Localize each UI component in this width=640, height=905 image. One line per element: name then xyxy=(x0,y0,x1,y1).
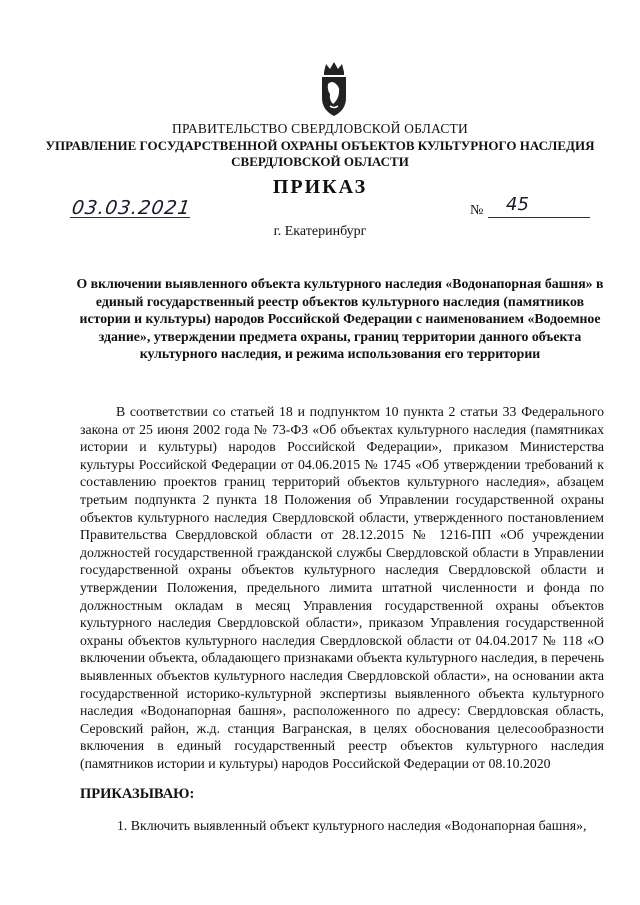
sverdlovsk-coat-of-arms-icon xyxy=(318,60,350,120)
document-number: 45 xyxy=(506,194,529,215)
department-name xyxy=(0,138,640,170)
order-heading: ПРИКАЗЫВАЮ: xyxy=(80,786,195,802)
preamble-text: В соответствии со статьей 18 и подпунктом 10 пункта 2 статьи 33 Федерального закона от 25 июня 2002 года № 73-ФЗ «Об объектах культурного наследия (памятниках истории и культуры) народов Российской Федерации», приказом Министерства культуры Российской Федерации от 04.06.2015 № 1745 «Об утверждении требований к составлению проектов границ территорий объектов культурного наследия», абзацем третьим подпункта 2 пункта 18 Положения об Управлении государственной охраны объектов культурного наследия Свердловской области, утвержденного постановлением Правительства Свердловской области от 28.12.2015 № 1216-ПП «Об учреждении должностей государственной гражданской службы Свердловской области в Управлении государственной охраны объектов культурного наследия Свердловской области и утверждении Положения, предельного лимита штатной численности и фонда по должностным окладам в месяц Управления государственной охраны объектов культурного наследия Свердловской области», приказом Управления государственной охраны объектов культурного наследия Свердловской области от 04.04.2017 № 118 «О включении объекта, обладающего признаками объекта культурного наследия, в перечень выявленных объектов культурного наследия Свердловской области», на основании акта государственной историко-культурной экспертизы выявленного объекта культурного наследия «Водонапорная башня», расположенного по адресу: Свердловская область, Серовский район, ж.д. станция Вагранская, в целях обоснования целесообразности включения в единый государственный реестр объектов культурного наследия (памятников истории и культуры) народов Российской Федерации от 08.10.2020 xyxy=(80,404,604,771)
number-underline xyxy=(488,217,590,218)
order-subject: О включении выявленного объекта культурного наследия «Водонапорная башня» в единый государственный реестр объектов культурного наследия (памятников истории и культуры) народов Российской Федерации с наименованием «Водоемное здание», утверждении предмета охраны, границ территории данного объекта культурного наследия, и режима использования его территории xyxy=(76,276,604,361)
government-name: ПРАВИТЕЛЬСТВО СВЕРДЛОВСКОЙ ОБЛАСТИ xyxy=(172,121,468,136)
number-label: № xyxy=(470,203,484,218)
document-title: ПРИКАЗ xyxy=(272,176,368,198)
city-name: г. Екатеринбург xyxy=(273,224,367,239)
department-line-2: СВЕРДЛОВСКОЙ ОБЛАСТИ xyxy=(231,154,409,169)
date-underline xyxy=(70,217,190,218)
department-line-1: УПРАВЛЕНИЕ ГОСУДАРСТВЕННОЙ ОХРАНЫ ОБЪЕКТОВ КУЛЬТУРНОГО НАСЛЕДИЯ xyxy=(45,138,595,153)
order-item-1: 1. Включить выявленный объект культурного наследия «Водонапорная башня», xyxy=(117,818,587,833)
document-date: 03.03.2021 xyxy=(70,197,193,219)
